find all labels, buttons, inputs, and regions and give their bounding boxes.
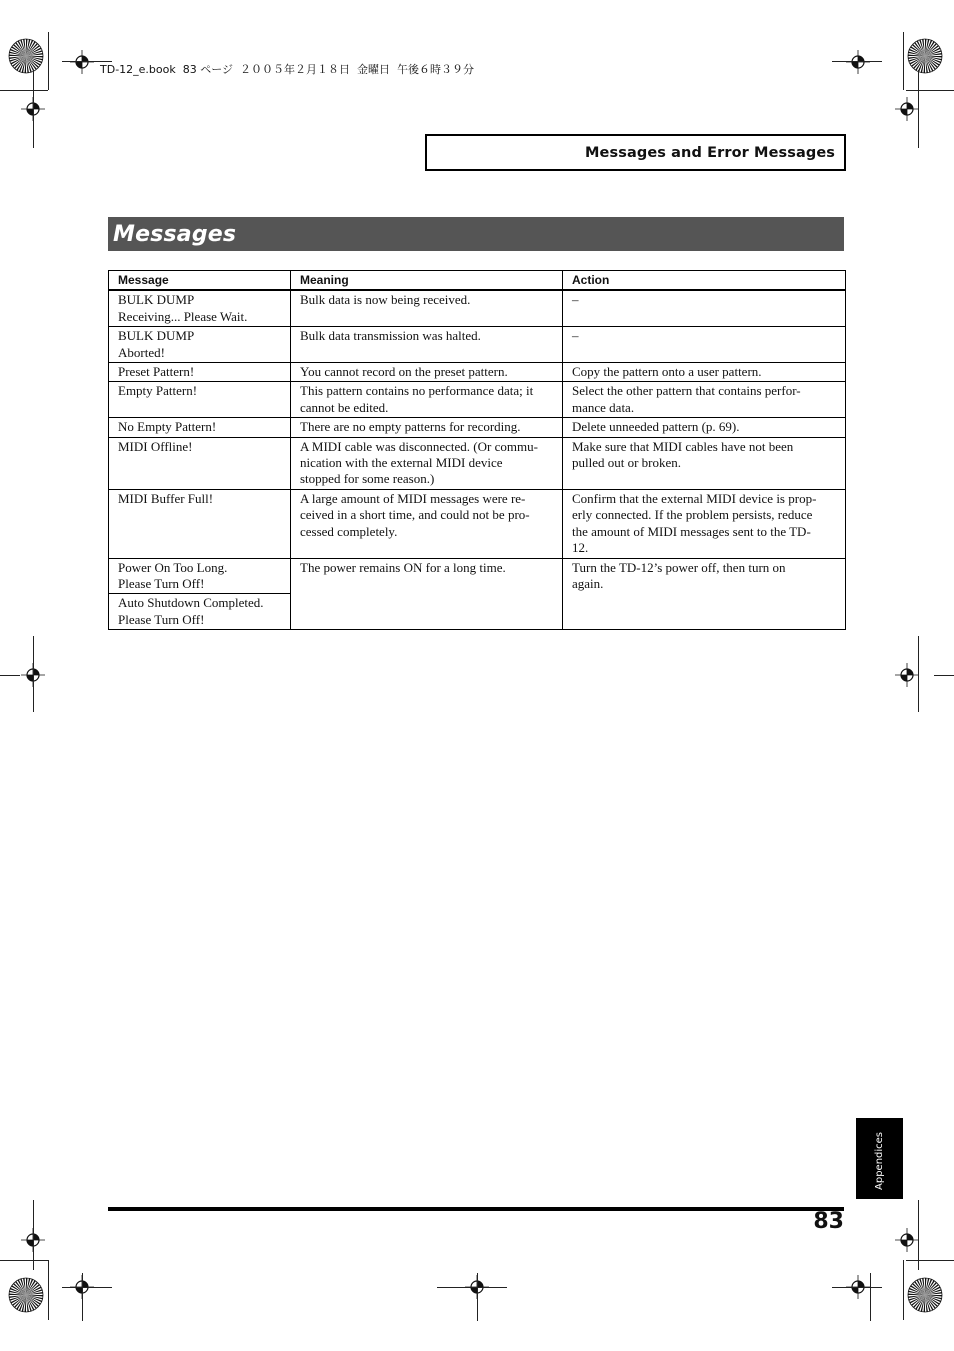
target-mark-icon: [8, 38, 44, 74]
side-tab-label: Appendices: [874, 1131, 885, 1190]
title-bar: [108, 217, 844, 251]
crop-line: [832, 1287, 882, 1288]
cell-action: –: [563, 290, 846, 326]
table-row: [109, 418, 846, 437]
section-header-box: [425, 134, 846, 171]
footer-rule: [108, 1207, 844, 1211]
column-header-meaning: Meaning: [291, 271, 563, 291]
cell-meaning: You cannot record on the preset pattern.: [291, 363, 563, 382]
table-row: [109, 558, 846, 594]
crop-line: [437, 1287, 507, 1288]
crop-line: [33, 636, 34, 712]
crop-line: [82, 1273, 83, 1321]
target-mark-icon: [907, 1277, 943, 1313]
cell-meaning: Bulk data transmission was halted.: [291, 327, 563, 363]
page-title: Messages: [113, 221, 237, 247]
crop-line: [903, 1260, 904, 1320]
cell-meaning: A MIDI cable was disconnected. (Or commu- nication with the external MIDI device stopped for some reason.): [291, 437, 563, 489]
cell-action: –: [563, 327, 846, 363]
crop-line: [48, 1260, 49, 1320]
registration-mark-icon: [70, 50, 94, 74]
registration-mark-icon: [846, 50, 870, 74]
crop-line: [62, 1287, 112, 1288]
cell-action: Turn the TD-12’s power off, then turn on again.: [563, 558, 846, 630]
cell-meaning: There are no empty patterns for recording.: [291, 418, 563, 437]
cell-message: Power On Too Long. Please Turn Off!: [109, 558, 291, 594]
cell-meaning: This pattern contains no performance data; it cannot be edited.: [291, 382, 563, 418]
cell-action: Select the other pattern that contains perfor- mance data.: [563, 382, 846, 418]
cell-message: BULK DUMP Receiving... Please Wait.: [109, 290, 291, 326]
section-label: Messages and Error Messages: [585, 144, 835, 161]
cell-action: Delete unneeded pattern (p. 69).: [563, 418, 846, 437]
crop-line: [870, 1273, 871, 1321]
table-header-row: [109, 271, 846, 291]
registration-mark-icon: [895, 663, 919, 687]
table-row: [109, 327, 846, 363]
cell-message: MIDI Buffer Full!: [109, 489, 291, 558]
cell-message: No Empty Pattern!: [109, 418, 291, 437]
crop-line: [918, 636, 919, 712]
crop-line: [33, 70, 34, 148]
table-row: [109, 382, 846, 418]
crop-line: [477, 1273, 478, 1321]
target-mark-icon: [8, 1277, 44, 1313]
crop-line: [33, 1200, 34, 1270]
cell-action: Copy the pattern onto a user pattern.: [563, 363, 846, 382]
crop-line: [48, 32, 49, 90]
cell-meaning: Bulk data is now being received.: [291, 290, 563, 326]
messages-table: [108, 270, 846, 630]
side-tab: [856, 1118, 903, 1199]
cell-action: Confirm that the external MIDI device is prop- erly connected. If the problem persists, reduce the amount of MIDI messages sent to the TD- 12.: [563, 489, 846, 558]
crop-line: [0, 675, 20, 676]
cell-meaning: The power remains ON for a long time.: [291, 558, 563, 630]
page-number: 83: [813, 1209, 844, 1234]
column-header-action: Action: [563, 271, 846, 291]
table-row: [109, 437, 846, 489]
target-mark-icon: [907, 38, 943, 74]
cell-message: MIDI Offline!: [109, 437, 291, 489]
column-header-message: Message: [109, 271, 291, 291]
cell-message: Auto Shutdown Completed. Please Turn Off!: [109, 594, 291, 630]
crop-line: [903, 32, 904, 90]
crop-line: [934, 675, 954, 676]
crop-line: [832, 61, 882, 62]
registration-mark-icon: [895, 97, 919, 121]
crop-line: [0, 1260, 48, 1261]
table-row: [109, 489, 846, 558]
table-row: [109, 290, 846, 326]
cell-message: Preset Pattern!: [109, 363, 291, 382]
table-row: [109, 363, 846, 382]
crop-line: [918, 1200, 919, 1270]
crop-line: [906, 1260, 954, 1261]
cell-action: Make sure that MIDI cables have not been pulled out or broken.: [563, 437, 846, 489]
registration-mark-icon: [895, 1228, 919, 1252]
crop-line: [906, 90, 954, 91]
crop-line: [0, 90, 48, 91]
cell-message: Empty Pattern!: [109, 382, 291, 418]
crop-line: [918, 70, 919, 148]
print-header: TD-12_e.book 83 ページ ２００５年２月１８日 金曜日 午後６時３９分: [100, 63, 474, 76]
cell-meaning: A large amount of MIDI messages were re- ceived in a short time, and could not be pro- cessed completely.: [291, 489, 563, 558]
cell-message: BULK DUMP Aborted!: [109, 327, 291, 363]
